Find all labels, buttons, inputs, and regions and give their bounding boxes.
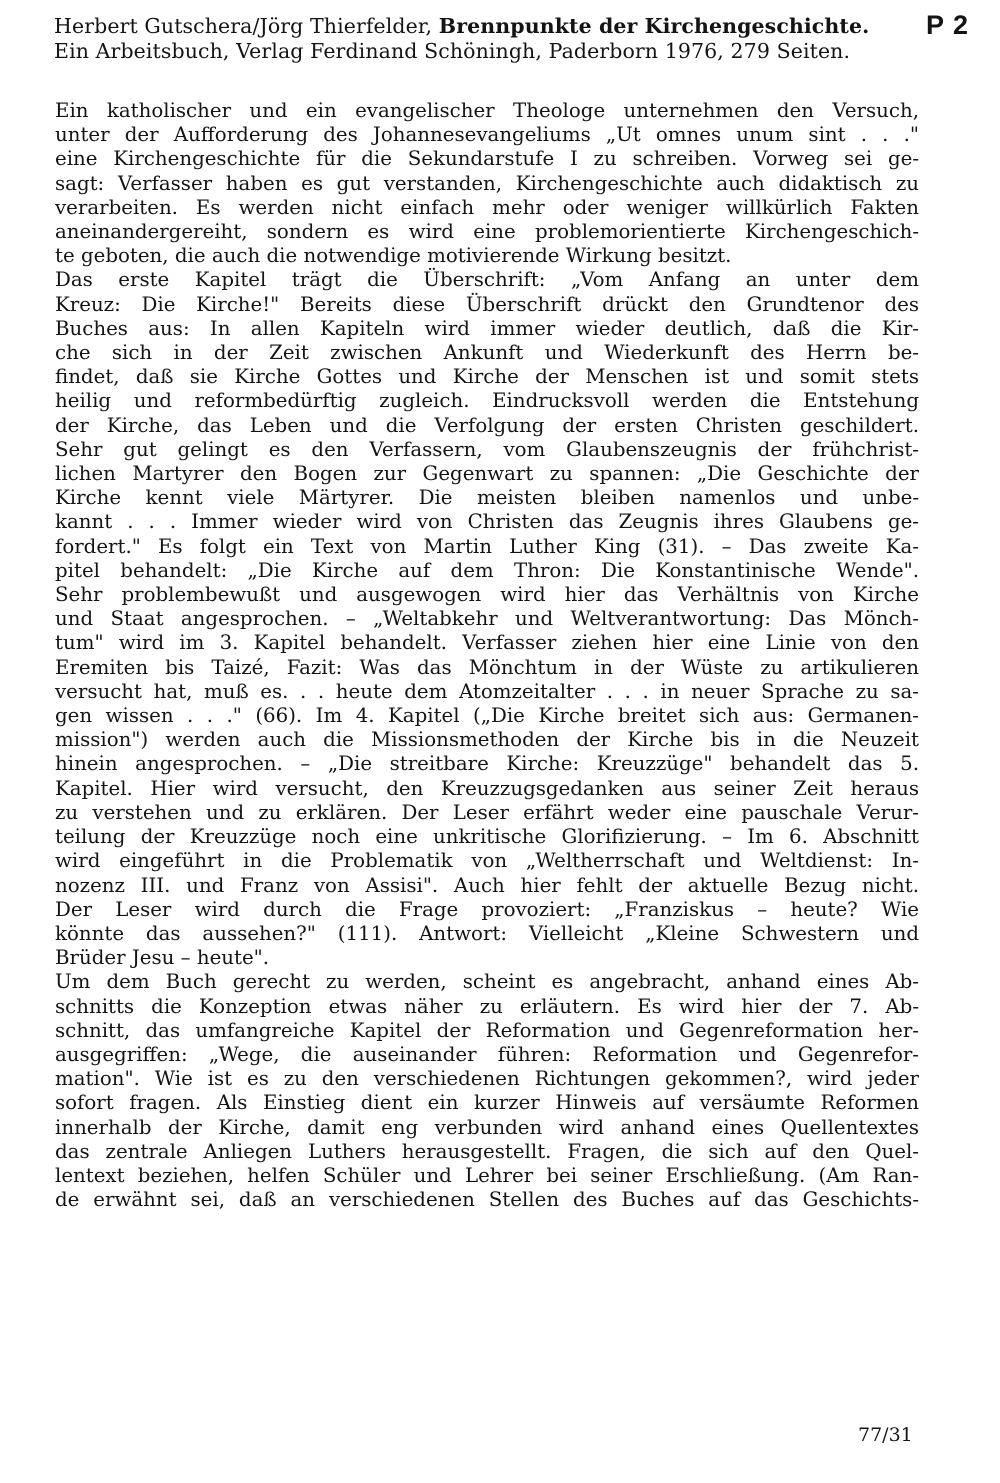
text-line: heilig und reformbedürftig zugleich. Eindrucksvoll werden die Entstehung <box>55 389 919 413</box>
text-line: Brüder Jesu – heute". <box>55 946 270 970</box>
citation-line-1 <box>54 14 934 39</box>
text-line: nozenz III. und Franz von Assisi". Auch hier fehlt der aktuelle Bezug nicht. <box>55 873 919 897</box>
citation-book-title: Brennpunkte der Kirchengeschichte. <box>438 14 870 38</box>
text-line: zu verstehen und zu erklären. Der Leser erfährt weder eine pauschale Verur- <box>55 800 919 824</box>
text-line: das zentrale Anliegen Luthers herausgestellt. Fragen, die sich auf den Quel- <box>55 1139 919 1163</box>
text-line: mission") werden auch die Missionsmethoden der Kirche bis in die Neuzeit <box>55 728 919 752</box>
citation-header <box>54 14 934 64</box>
text-line: Kirche kennt viele Märtyrer. Die meisten bleiben namenlos und unbe- <box>55 486 919 510</box>
citation-line-2: Ein Arbeitsbuch, Verlag Ferdinand Schöningh, Paderborn 1976, 279 Seiten. <box>54 39 851 63</box>
text-line: und Staat angesprochen. – „Weltabkehr und Weltverantwortung: Das Mönch- <box>55 607 919 631</box>
text-line: lichen Martyrer den Bogen zur Gegenwart zu spannen: „Die Geschichte der <box>55 462 919 486</box>
text-line: ausgegriffen: „Wege, die auseinander führen: Reformation und Gegenrefor- <box>55 1042 919 1066</box>
text-line: fordert." Es folgt ein Text von Martin Luther King (31). – Das zweite Ka- <box>55 534 919 558</box>
text-line: eine Kirchengeschichte für die Sekundarstufe I zu schreiben. Vorweg sei ge- <box>55 147 919 171</box>
text-line: aneinandergereiht, sondern es wird eine problemorientierte Kirchengeschich- <box>55 220 919 244</box>
citation-author: Herbert Gutschera/Jörg Thierfelder, <box>54 14 433 38</box>
page-number: 77/31 <box>858 1424 913 1446</box>
text-line: Eremiten bis Taizé, Fazit: Was das Mönchtum in der Wüste zu artikulieren <box>55 655 919 679</box>
text-line: Kapitel. Hier wird versucht, den Kreuzzugsgedanken aus seiner Zeit heraus <box>55 776 919 800</box>
text-line: findet, daß sie Kirche Gottes und Kirche der Menschen ist und somit stets <box>55 365 919 389</box>
text-line: Buches aus: In allen Kapiteln wird immer wieder deutlich, daß die Kir- <box>55 316 919 340</box>
text-line: unter der Aufforderung des Johannesevangeliums „Ut omnes unum sint . . ." <box>55 123 919 147</box>
text-line: Kreuz: Die Kirche!" Bereits diese Überschrift drückt den Grundtenor des <box>55 292 919 316</box>
text-line: innerhalb der Kirche, damit eng verbunden wird anhand eines Quellentextes <box>55 1115 919 1139</box>
text-line: schnitt, das umfangreiche Kapitel der Reformation und Gegenreformation her- <box>55 1018 919 1042</box>
text-line: pitel behandelt: „Die Kirche auf dem Thron: Die Konstantinische Wende". <box>55 558 919 582</box>
text-line: gen wissen . . ." (66). Im 4. Kapitel („Die Kirche breitet sich aus: Germanen- <box>55 704 919 728</box>
text-line: Um dem Buch gerecht zu werden, scheint es angebracht, anhand eines Ab- <box>55 970 919 994</box>
review-body <box>55 99 919 1212</box>
text-line: lentext beziehen, helfen Schüler und Lehrer bei seiner Erschließung. (Am Ran- <box>55 1163 919 1187</box>
text-line: Ein katholischer und ein evangelischer Theologe unternehmen den Versuch, <box>55 99 919 122</box>
page-code-label: P 2 <box>926 10 970 40</box>
text-line: versucht hat, muß es. . . heute dem Atomzeitalter . . . in neuer Sprache zu sa- <box>55 679 919 703</box>
text-line: teilung der Kreuzzüge noch eine unkritische Glorifizierung. – Im 6. Abschnitt <box>55 825 919 849</box>
text-line: Der Leser wird durch die Frage provoziert: „Franziskus – heute? Wie <box>55 897 919 921</box>
text-line: sagt: Verfasser haben es gut verstanden, Kirchengeschichte auch didaktisch zu <box>55 171 919 195</box>
text-line: schnitts die Konzeption etwas näher zu erläutern. Es wird hier der 7. Ab- <box>55 994 919 1018</box>
text-line: wird eingeführt in die Problematik von „Weltherrschaft und Weltdienst: In- <box>55 849 919 873</box>
text-line: könnte das aussehen?" (111). Antwort: Vielleicht „Kleine Schwestern und <box>55 921 919 945</box>
text-line: Sehr problembewußt und ausgewogen wird hier das Verhältnis von Kirche <box>55 583 919 607</box>
text-line: mation". Wie ist es zu den verschiedenen Richtungen gekommen?, wird jeder <box>55 1067 919 1091</box>
text-line: Das erste Kapitel trägt die Überschrift: „Vom Anfang an unter dem <box>55 268 919 292</box>
text-line: der Kirche, das Leben und die Verfolgung der ersten Christen geschildert. <box>55 413 919 437</box>
text-line: de erwähnt sei, daß an verschiedenen Stellen des Buches auf das Geschichts- <box>55 1188 919 1212</box>
text-line: tum" wird im 3. Kapitel behandelt. Verfasser ziehen hier eine Linie von den <box>55 631 919 655</box>
text-line: te geboten, die auch die notwendige motivierende Wirkung besitzt. <box>55 244 732 268</box>
text-line: Sehr gut gelingt es den Verfassern, vom Glaubenszeugnis der frühchrist- <box>55 437 919 461</box>
text-line: kannt . . . Immer wieder wird von Christen das Zeugnis ihres Glaubens ge- <box>55 510 919 534</box>
text-line: che sich in der Zeit zwischen Ankunft und Wiederkunft des Herrn be- <box>55 341 919 365</box>
text-line: verarbeiten. Es werden nicht einfach mehr oder weniger willkürlich Fakten <box>55 195 919 219</box>
text-line: hinein angesprochen. – „Die streitbare Kirche: Kreuzzüge" behandelt das 5. <box>55 752 919 776</box>
text-line: sofort fragen. Als Einstieg dient ein kurzer Hinweis auf versäumte Reformen <box>55 1091 919 1115</box>
